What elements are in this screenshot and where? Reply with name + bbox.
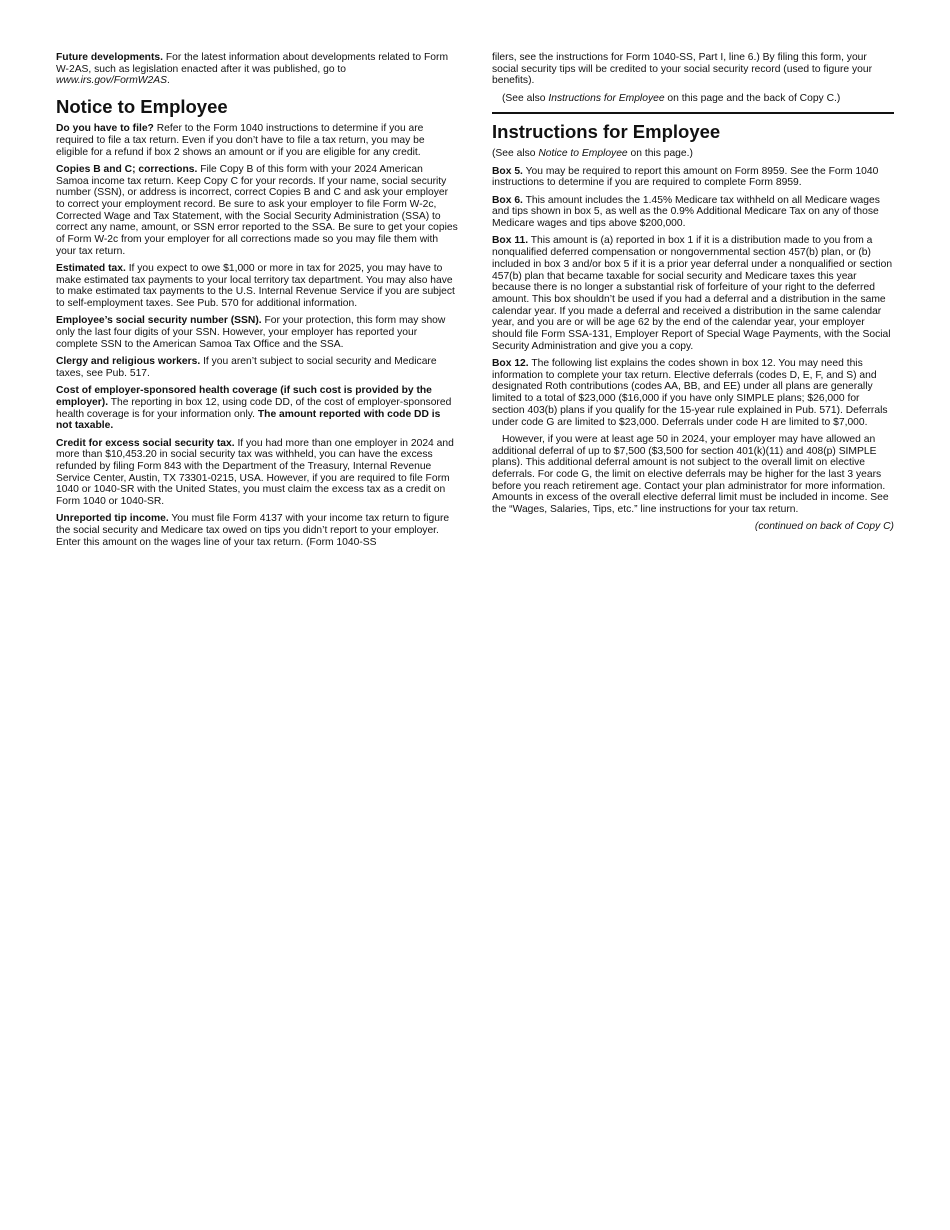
see-also-instructions [492, 93, 894, 105]
estimated-tax-paragraph [56, 263, 458, 310]
health-coverage-paragraph [56, 385, 458, 432]
estimated-tax-title: Estimated tax. [56, 263, 126, 275]
irs-url-link[interactable]: www.irs.gov/FormW2AS [56, 75, 167, 87]
see-also-1-pre: (See also [502, 92, 549, 104]
see-also-2-italic: Notice to Employee [538, 148, 628, 160]
see-also-notice [492, 148, 894, 160]
section-divider [492, 112, 894, 114]
tip-continuation-paragraph: filers, see the instructions for Form 1040-SS, Part I, line 6.) By filing this form, your social security tips will be credited to your social security record (used to figure your benefits). [492, 52, 872, 87]
copies-title: Copies B and C; corrections. [56, 163, 198, 175]
health-coverage-title: Cost of employer-sponsored health coverage (if such cost is provided by the employer). [56, 385, 432, 408]
file-text: Refer to the Form 1040 instructions to determine if you are required to file a tax return. Even if you don’t have to file a tax return, you may be eligible for a refund if box 2 shows an amount or if you are eligible for any credit. [56, 123, 425, 158]
credit-text: If you had more than one employer in 2024 and more than $10,453.20 in social security tax was withheld, you can have the excess refunded by filing Form 843 with the Department of the Treasury, Internal Revenue Service Center, Austin, TX 73301-0215, USA. However, if you are required to file Form 1040 or 1040-SR with the United States, you must claim the excess tax as a credit on Form 1040 or 1040-SR. [56, 437, 454, 508]
clergy-text: If you aren’t subject to social security and Medicare taxes, see Pub. 517. [56, 356, 437, 379]
clergy-title: Clergy and religious workers. [56, 356, 201, 368]
tip-income-paragraph [56, 513, 458, 548]
tip-income-title: Unreported tip income. [56, 513, 169, 525]
box11-title: Box 11. [492, 235, 529, 247]
box5-title: Box 5. [492, 165, 523, 177]
clergy-paragraph [56, 356, 458, 379]
file-paragraph [56, 123, 458, 158]
box11-text: This amount is (a) reported in box 1 if it is a distribution made to you from a nonqualified deferred compensation or nongovernmental section 457(b) plan, or (b) included in box 3 and/or box 5 if it is a prior year deferral under a nonqualified or section 457(b) plan that became taxable for social security and Medicare taxes this year because there is no longer a substantial risk of forfeiture of your right to the deferred amount. This box shouldn’t be used if you had a deferral and a distribution in the same calendar year. If you made a deferral and received a distribution in the same calendar year, and you are or will be age 62 by the end of the calendar year, your employer should file Form SSA-131, Employer Report of Special Wage Payments, with the Social Security Administration and give you a copy. [492, 235, 893, 352]
future-developments-paragraph [56, 52, 458, 87]
box12-paragraph [492, 358, 894, 428]
notice-to-employee-heading: Notice to Employee [56, 96, 228, 118]
future-developments-title: Future developments. [56, 52, 163, 63]
see-also-2-pre: (See also [492, 148, 539, 160]
right-column [492, 52, 894, 539]
copies-paragraph [56, 164, 458, 258]
box6-text: This amount includes the 1.45% Medicare tax withheld on all Medicare wages and tips shown in box 5, as well as the 0.9% Additional Medicare Tax on any of those Medicare wages and tips above $200,000. [492, 194, 880, 230]
continued-note: (continued on back of Copy C) [754, 521, 894, 533]
see-also-1-post: on this page and the back of Copy C.) [664, 92, 841, 104]
future-developments-text: For the latest information about developments related to Form W-2AS, such as legislation enacted after it was published, go to [56, 52, 449, 75]
future-developments-end: . [167, 75, 170, 87]
credit-paragraph [56, 438, 458, 508]
health-coverage-bold-note: The amount reported with code DD is not taxable. [56, 408, 441, 432]
health-coverage-text: The reporting in box 12, using code DD, of the cost of employer-sponsored health coverage is for your information only. [56, 396, 452, 420]
box5-paragraph [492, 166, 894, 189]
box6-paragraph [492, 195, 894, 230]
tip-income-text: You must file Form 4137 with your income tax return to figure the social security and Medicare tax owed on tips you didn’t report to your employer. Enter this amount on the wages line of your tax return. (Form 1040-SS [56, 513, 450, 548]
estimated-tax-text: If you expect to owe $1,000 or more in tax for 2025, you may have to make estimated tax payments to your local territory tax department. You may also have to make estimated tax payments to the U.S. Internal Revenue Service if you are subject to self-employment taxes. See Pub. 570 for additional information. [56, 263, 455, 310]
ssn-title: Employee’s social security number (SSN). [56, 315, 262, 327]
left-column [56, 52, 458, 554]
copies-text: File Copy B of this form with your 2024 American Samoa income tax return. Keep Copy C for your records. If your name, social security number (SSN), or address is incorrect, correct Copies B and C and ask your employer to correct your employment record. Be sure to ask your employer to file Form W-2c, Corrected Wage and Tax Statement, with the Social Security Administration (SSA) to correct any name, amount, or SSN error reported to the SSA. Be sure to get your copies of Form W-2c from your employer for all corrections made so you may file them with your tax return. [56, 163, 458, 257]
box5-text: You may be required to report this amount on Form 8959. See the Form 1040 instructions to determine if you are required to complete Form 8959. [492, 165, 879, 189]
however-paragraph: However, if you were at least age 50 in 2024, your employer may have allowed an additional deferral of up to $7,500 ($3,500 for section 401(k)(11) and 408(p) SIMPLE plans). This additional deferral amount is not subject to the overall limit on elective deferrals. For code G, the limit on elective deferrals may be higher for the last 3 years before you reach retirement age. Contact your plan administrator for more information. Amounts in excess of the overall elective deferral limit must be included in income. See the “Wages, Salaries, Tips, etc.” line instructions for your tax return. [492, 433, 889, 516]
file-title: Do you have to file? [56, 123, 154, 135]
box12-text: The following list explains the codes shown in box 12. You may need this information to complete your tax return. Elective deferrals (codes D, E, F, and S) and designated Roth contributions (codes AA, BB, and EE) under all plans are generally limited to a total of $23,000 ($16,000 if you have only SIMPLE plans; $26,000 for section 403(b) plans if you qualify for the 15-year rule explained in Pub. 571). Deferrals under code G are limited to $23,000. Deferrals under code H are limited to $7,000. [492, 358, 888, 428]
ssn-paragraph [56, 315, 458, 350]
box11-paragraph [492, 235, 894, 352]
box12-title: Box 12. [492, 358, 529, 370]
ssn-text: For your protection, this form may show only the last four digits of your SSN. However, your employer has reported your complete SSN to the American Samoa Tax Office and the SSA. [56, 315, 446, 350]
see-also-2-post: on this page.) [627, 148, 693, 160]
credit-title: Credit for excess social security tax. [56, 437, 235, 449]
box6-title: Box 6. [492, 194, 523, 206]
instructions-for-employee-heading: Instructions for Employee [492, 121, 721, 143]
see-also-1-italic: Instructions for Employee [548, 92, 665, 104]
